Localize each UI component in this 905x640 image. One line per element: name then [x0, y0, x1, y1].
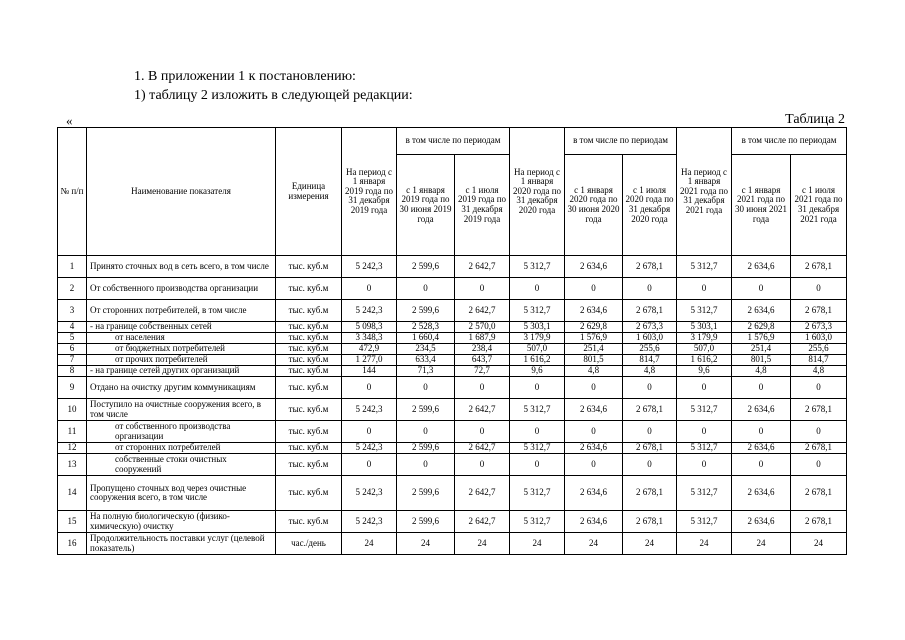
row-value: 0 [732, 278, 791, 300]
table-row [58, 333, 847, 344]
row-value: 5 242,3 [342, 256, 397, 278]
row-value: 0 [565, 278, 623, 300]
row-value: 0 [565, 454, 623, 476]
row-unit: тыс. куб.м [276, 476, 342, 511]
row-num: 3 [58, 300, 87, 322]
row-value: 0 [791, 421, 847, 443]
row-value: 5 242,3 [342, 399, 397, 421]
header-2019-h1: с 1 января 2019 года по 30 июня 2019 года [397, 155, 455, 256]
indicators-table [57, 127, 847, 555]
row-value: 2 642,7 [455, 300, 510, 322]
row-value: 238,4 [455, 344, 510, 355]
header-period-2019: На период с 1 января 2019 года по 31 декабря 2019 года [342, 128, 397, 256]
row-value: 5 312,7 [677, 476, 732, 511]
table-row [58, 366, 847, 377]
row-value: 2 673,3 [791, 322, 847, 333]
row-value: 0 [732, 454, 791, 476]
table-row [58, 256, 847, 278]
row-value: 2 634,6 [565, 300, 623, 322]
row-name: Продолжительность поставки услуг (целевой показатель) [87, 533, 276, 555]
row-value: 144 [342, 366, 397, 377]
row-value: 2 678,1 [791, 476, 847, 511]
row-value: 4,8 [623, 366, 677, 377]
row-value: 0 [510, 278, 565, 300]
row-value: 4,8 [732, 366, 791, 377]
row-value: 507,0 [677, 344, 732, 355]
row-value: 0 [623, 278, 677, 300]
row-value: 2 678,1 [623, 443, 677, 454]
table-row [58, 533, 847, 555]
row-value: 5 242,3 [342, 300, 397, 322]
row-value: 472,9 [342, 344, 397, 355]
row-value: 1 576,9 [565, 333, 623, 344]
intro-line-1: 1. В приложении 1 к постановлению: [134, 69, 356, 84]
row-value: 4,8 [791, 366, 847, 377]
row-value: 0 [623, 454, 677, 476]
row-num: 2 [58, 278, 87, 300]
row-value: 2 678,1 [623, 300, 677, 322]
row-unit: тыс. куб.м [276, 256, 342, 278]
row-name: Поступило на очистные сооружения всего, в том числе [87, 399, 276, 421]
header-period-2021: На период с 1 января 2021 года по 31 декабря 2021 года [677, 128, 732, 256]
table-row [58, 454, 847, 476]
row-value: 9,6 [510, 366, 565, 377]
row-value: 5 312,7 [510, 399, 565, 421]
header-2021-h1: с 1 января 2021 года по 30 июня 2021 года [732, 155, 791, 256]
row-value: 2 634,6 [732, 476, 791, 511]
row-value: 5 312,7 [677, 300, 732, 322]
row-value: 801,5 [565, 355, 623, 366]
table-row [58, 399, 847, 421]
row-value: 2 629,8 [732, 322, 791, 333]
row-value: 2 570,0 [455, 322, 510, 333]
row-value: 24 [565, 533, 623, 555]
row-value: 1 603,0 [623, 333, 677, 344]
row-value: 0 [397, 278, 455, 300]
row-value: 0 [623, 421, 677, 443]
row-name: от прочих потребителей [87, 355, 276, 366]
row-unit: тыс. куб.м [276, 443, 342, 454]
row-value: 3 179,9 [510, 333, 565, 344]
row-value: 0 [732, 377, 791, 399]
row-value: 0 [342, 421, 397, 443]
row-value: 0 [677, 454, 732, 476]
row-value: 24 [623, 533, 677, 555]
row-value: 5 312,7 [510, 476, 565, 511]
row-value: 2 642,7 [455, 399, 510, 421]
row-value: 5 242,3 [342, 443, 397, 454]
row-value: 1 616,2 [677, 355, 732, 366]
header-unit: Единица измерения [276, 128, 342, 256]
row-name: - на границе сетей других организаций [87, 366, 276, 377]
row-num: 5 [58, 333, 87, 344]
row-value: 5 312,7 [677, 443, 732, 454]
row-value: 0 [623, 377, 677, 399]
row-value: 5 303,1 [510, 322, 565, 333]
row-value: 2 599,6 [397, 476, 455, 511]
header-period-2020: На период с 1 января 2020 года по 31 декабря 2020 года [510, 128, 565, 256]
row-name: от сторонних потребителей [87, 443, 276, 454]
row-name: От сторонних потребителей, в том числе [87, 300, 276, 322]
row-unit: тыс. куб.м [276, 333, 342, 344]
opening-quote-mark: « [66, 113, 73, 128]
row-value: 5 303,1 [677, 322, 732, 333]
row-unit: тыс. куб.м [276, 366, 342, 377]
row-unit: тыс. куб.м [276, 322, 342, 333]
row-value: 2 678,1 [623, 256, 677, 278]
row-name: Пропущено сточных вод через очистные сооружения всего, в том числе [87, 476, 276, 511]
row-name: собственные стоки очистных сооружений [87, 454, 276, 476]
row-num: 1 [58, 256, 87, 278]
row-unit: тыс. куб.м [276, 344, 342, 355]
row-value: 2 642,7 [455, 511, 510, 533]
row-value: 5 312,7 [677, 511, 732, 533]
row-value: 2 642,7 [455, 256, 510, 278]
row-value: 0 [732, 421, 791, 443]
row-value: 0 [565, 377, 623, 399]
header-num: № п/п [58, 128, 87, 256]
row-value: 2 678,1 [623, 511, 677, 533]
row-num: 16 [58, 533, 87, 555]
header-2021-h2: с 1 июля 2021 года по 31 декабря 2021 года [791, 155, 847, 256]
row-unit: тыс. куб.м [276, 454, 342, 476]
row-value: 2 528,3 [397, 322, 455, 333]
row-unit: тыс. куб.м [276, 421, 342, 443]
table-row [58, 476, 847, 511]
row-num: 10 [58, 399, 87, 421]
row-value: 2 634,6 [565, 476, 623, 511]
row-value: 2 629,8 [565, 322, 623, 333]
row-name: Отдано на очистку другим коммуникациям [87, 377, 276, 399]
row-value: 2 678,1 [623, 399, 677, 421]
row-unit: тыс. куб.м [276, 377, 342, 399]
row-unit: тыс. куб.м [276, 399, 342, 421]
row-value: 801,5 [732, 355, 791, 366]
row-value: 2 634,6 [732, 511, 791, 533]
row-value: 5 242,3 [342, 476, 397, 511]
row-value: 2 678,1 [791, 256, 847, 278]
row-unit: тыс. куб.м [276, 355, 342, 366]
row-value: 234,5 [397, 344, 455, 355]
table-row [58, 377, 847, 399]
row-value: 0 [455, 421, 510, 443]
row-value: 643,7 [455, 355, 510, 366]
row-value: 2 678,1 [791, 300, 847, 322]
row-unit: тыс. куб.м [276, 511, 342, 533]
row-value: 507,0 [510, 344, 565, 355]
row-value: 24 [677, 533, 732, 555]
row-value: 0 [342, 377, 397, 399]
row-value: 5 312,7 [677, 399, 732, 421]
intro-line-2: 1) таблицу 2 изложить в следующей редакции: [134, 88, 413, 103]
row-value: 5 098,3 [342, 322, 397, 333]
row-value: 0 [791, 278, 847, 300]
row-value: 0 [455, 278, 510, 300]
row-value: 814,7 [791, 355, 847, 366]
row-value: 2 634,6 [732, 443, 791, 454]
row-value: 1 603,0 [791, 333, 847, 344]
row-value: 2 599,6 [397, 300, 455, 322]
row-value: 2 678,1 [791, 443, 847, 454]
row-name: На полную биологическую (физико-химическую) очистку [87, 511, 276, 533]
row-value: 2 634,6 [565, 399, 623, 421]
header-2019-h2: с 1 июля 2019 года по 31 декабря 2019 года [455, 155, 510, 256]
row-value: 0 [565, 421, 623, 443]
table-caption: Таблица 2 [785, 112, 845, 127]
row-name: От собственного производства организации [87, 278, 276, 300]
header-including-2019: в том числе по периодам [397, 128, 510, 155]
row-value: 1 660,4 [397, 333, 455, 344]
row-value: 2 634,6 [565, 511, 623, 533]
row-value: 633,4 [397, 355, 455, 366]
row-name: Принято сточных вод в сеть всего, в том числе [87, 256, 276, 278]
row-num: 9 [58, 377, 87, 399]
row-unit: тыс. куб.м [276, 278, 342, 300]
row-value: 5 312,7 [510, 256, 565, 278]
row-value: 0 [342, 454, 397, 476]
table-row [58, 421, 847, 443]
row-num: 7 [58, 355, 87, 366]
row-value: 24 [791, 533, 847, 555]
row-value: 2 634,6 [732, 399, 791, 421]
row-value: 2 599,6 [397, 256, 455, 278]
row-value: 2 678,1 [791, 511, 847, 533]
row-value: 251,4 [565, 344, 623, 355]
row-value: 2 634,6 [565, 443, 623, 454]
row-value: 72,7 [455, 366, 510, 377]
row-name: от населения [87, 333, 276, 344]
row-value: 1 616,2 [510, 355, 565, 366]
row-value: 2 642,7 [455, 443, 510, 454]
table-body [58, 256, 847, 555]
row-value: 5 312,7 [510, 300, 565, 322]
row-value: 2 634,6 [565, 256, 623, 278]
table-row [58, 322, 847, 333]
row-value: 5 242,3 [342, 511, 397, 533]
table-row [58, 278, 847, 300]
row-value: 2 599,6 [397, 443, 455, 454]
row-value: 2 599,6 [397, 399, 455, 421]
row-value: 24 [732, 533, 791, 555]
row-unit: тыс. куб.м [276, 300, 342, 322]
row-value: 2 634,6 [732, 256, 791, 278]
row-value: 0 [677, 421, 732, 443]
table-row [58, 443, 847, 454]
row-value: 0 [510, 454, 565, 476]
row-value: 2 642,7 [455, 476, 510, 511]
row-value: 0 [510, 421, 565, 443]
row-value: 2 678,1 [623, 476, 677, 511]
row-value: 0 [455, 454, 510, 476]
row-value: 0 [397, 421, 455, 443]
header-2020-h2: с 1 июля 2020 года по 31 декабря 2020 года [623, 155, 677, 256]
row-num: 14 [58, 476, 87, 511]
row-value: 0 [677, 278, 732, 300]
header-including-2021: в том числе по периодам [732, 128, 847, 155]
row-value: 251,4 [732, 344, 791, 355]
row-num: 12 [58, 443, 87, 454]
row-value: 4,8 [565, 366, 623, 377]
row-value: 0 [791, 377, 847, 399]
row-value: 24 [342, 533, 397, 555]
row-num: 8 [58, 366, 87, 377]
row-value: 0 [677, 377, 732, 399]
row-value: 0 [510, 377, 565, 399]
row-value: 0 [791, 454, 847, 476]
row-value: 9,6 [677, 366, 732, 377]
row-num: 11 [58, 421, 87, 443]
row-num: 4 [58, 322, 87, 333]
row-value: 2 673,3 [623, 322, 677, 333]
row-value: 0 [397, 377, 455, 399]
row-value: 3 179,9 [677, 333, 732, 344]
row-value: 814,7 [623, 355, 677, 366]
header-including-2020: в том числе по периодам [565, 128, 677, 155]
header-name: Наименование показателя [87, 128, 276, 256]
row-value: 71,3 [397, 366, 455, 377]
row-value: 3 348,3 [342, 333, 397, 344]
row-num: 6 [58, 344, 87, 355]
row-value: 24 [455, 533, 510, 555]
row-value: 24 [397, 533, 455, 555]
row-value: 24 [510, 533, 565, 555]
table-row [58, 300, 847, 322]
row-value: 255,6 [623, 344, 677, 355]
row-value: 5 312,7 [677, 256, 732, 278]
row-name: от собственного производства организации [87, 421, 276, 443]
row-value: 0 [455, 377, 510, 399]
table-row [58, 344, 847, 355]
row-value: 1 277,0 [342, 355, 397, 366]
row-name: - на границе собственных сетей [87, 322, 276, 333]
row-num: 13 [58, 454, 87, 476]
row-name: от бюджетных потребителей [87, 344, 276, 355]
row-value: 0 [342, 278, 397, 300]
row-value: 5 312,7 [510, 511, 565, 533]
table-row [58, 511, 847, 533]
header-2020-h1: с 1 января 2020 года по 30 июня 2020 года [565, 155, 623, 256]
row-value: 255,6 [791, 344, 847, 355]
row-unit: час./день [276, 533, 342, 555]
row-value: 1 687,9 [455, 333, 510, 344]
table-row [58, 355, 847, 366]
row-value: 2 678,1 [791, 399, 847, 421]
row-value: 0 [397, 454, 455, 476]
row-value: 2 634,6 [732, 300, 791, 322]
row-value: 2 599,6 [397, 511, 455, 533]
row-num: 15 [58, 511, 87, 533]
row-value: 5 312,7 [510, 443, 565, 454]
row-value: 1 576,9 [732, 333, 791, 344]
